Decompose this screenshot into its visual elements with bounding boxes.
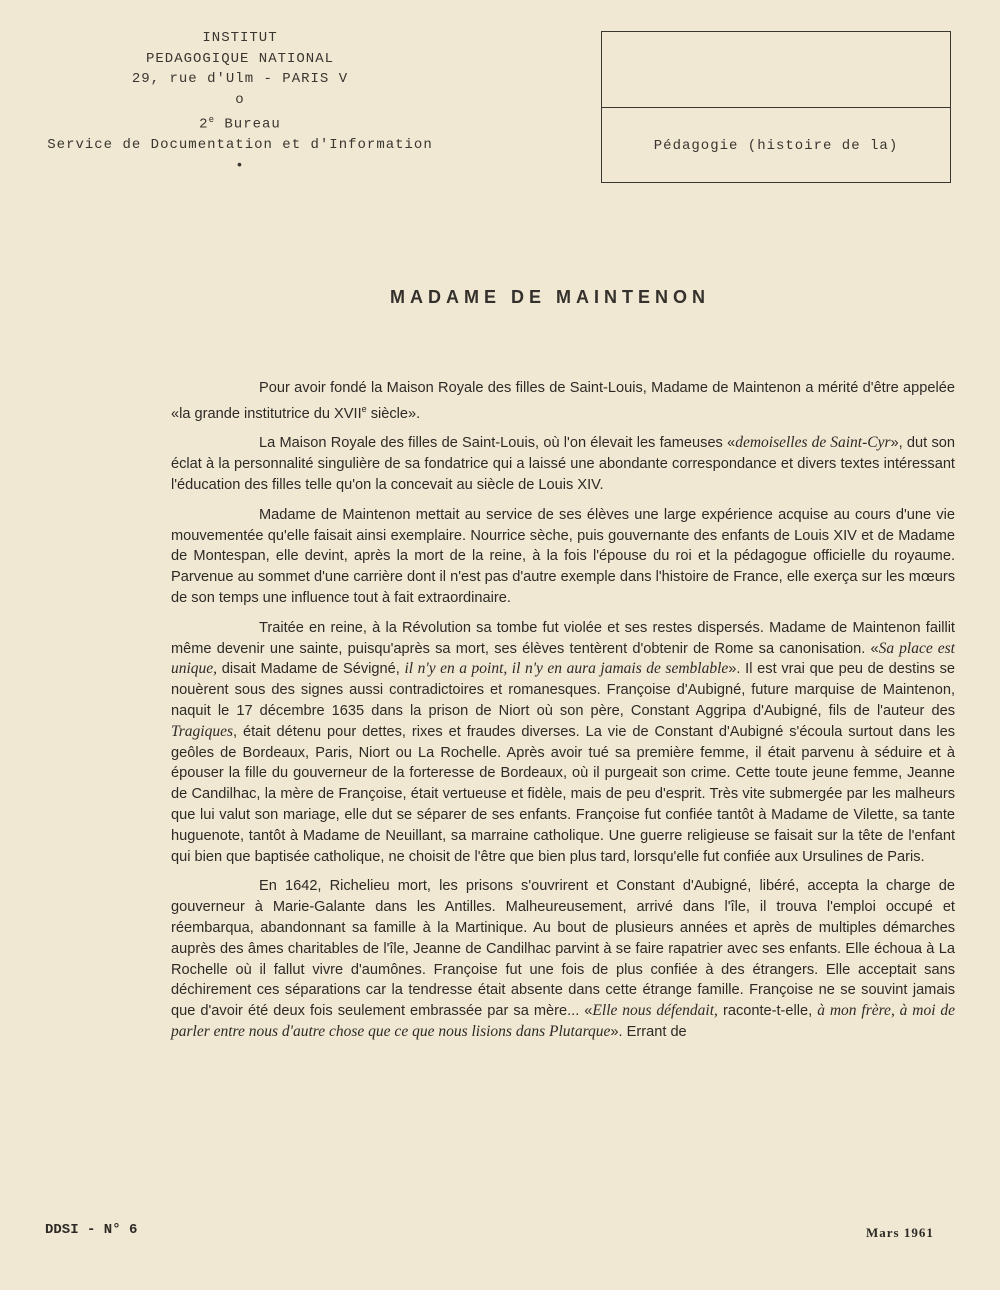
- classification-box: [601, 31, 951, 183]
- service-line: Service de Documentation et d'Information: [47, 137, 433, 154]
- paragraph-2: La Maison Royale des filles de Saint-Louis, où l'on élevait les fameuses «demoiselles de Saint-Cyr», dut son éclat à la personnalité singulière de sa fondatrice qui a laissé une abondante correspondance et divers textes intéressant l'éducation des filles telle qu'on la concevait au siècle de Louis XIV.: [171, 434, 955, 494]
- paragraph-4: Traitée en reine, à la Révolution sa tombe fut violée et ses restes dispersés. Madame de Maintenon faillit même devenir une sainte, puisqu'après sa mort, ses élèves tentèrent d'obtenir de Rome sa canonisation. «Sa place est unique, disait Madame de Sévigné, il n'y en a point, il n'y en aura jamais de semblable». Il est vrai que peu de destins se nouèrent sous des signes aussi contradictoires et romanesques. Françoise d'Aubigné, future marquise de Maintenon, naquit le 17 décembre 1635 dans la prison de Niort où son père, Constant Aggripa d'Aubigné, fils de l'auteur des Tragiques, était détenu pour dettes, rixes et fraudes diverses. La vie de Constant d'Aubigné s'écoula surtout dans les geôles de Bordeaux, Paris, Niort ou La Rochelle. Après avoir tué sa première femme, il était parvenu à séduire et à épouser la fille du gouverneur de la forteresse de Bordeaux, où il purgeait son crime. Cette toute jeune femme, Jeanne de Candilhac, la mère de Françoise, était vertueuse et fidèle, mais de peu d'esprit. Très vite submergée par les malheurs que lui valut son mariage, elle dut se séparer de ses enfants. Françoise fut confiée tantôt à Madame de Vilette, sa tante huguenote, tantôt à Madame de Neuillant, sa marraine catholique. Une guerre religieuse se faisait sur la tête de l'enfant qui bien que baptisée catholique, ne choisit de l'être que bien plus tard, lorsqu'elle fut confiée aux Ursulines de Paris.: [171, 619, 955, 865]
- separator-circle: o: [235, 91, 245, 108]
- bureau-line: 2e Bureau: [199, 115, 281, 133]
- page-title: MADAME DE MAINTENON: [390, 287, 710, 307]
- paragraph-5: En 1642, Richelieu mort, les prisons s'ouvrirent et Constant d'Aubigné, libéré, accepta la charge de gouverneur à Marie-Galante dans les Antilles. Malheureusement, arrivé dans l'île, il trouva l'emploi occupé et réembarqua, abandonnant sa famille à la Martinique. Au bout de plusieurs années et après de multiples démarches auprès des âmes charitables de l'île, Jeanne de Candilhac parvint à se faire rapatrier avec ses enfants. Elle échoua à La Rochelle où il fallut vivre d'aumônes. Françoise fut une fois de plus confiée à des étrangers. Elle acceptait sans déchirement ces séparations car la tendresse était absente dans cette étrange famille. Françoise ne se souvint jamais que d'avoir été deux fois seulement embrassée par sa mère... «Elle nous défendait, raconte-t-elle, à mon frère, à moi de parler entre nous d'autre chose que ce que nous lisions dans Plutarque». Errant de: [171, 878, 956, 1040]
- article-body: [171, 378, 955, 1052]
- box-divider: [602, 107, 950, 108]
- footer-reference: DDSI - N° 6: [45, 1222, 138, 1238]
- issuer-header: [40, 28, 440, 176]
- institute-line2: PEDAGOGIQUE NATIONAL: [145, 50, 335, 67]
- subject-label: Pédagogie (histoire de la): [653, 138, 899, 154]
- separator-bullet: •: [235, 157, 245, 174]
- institute-address: 29, rue d'Ulm - PARIS V: [131, 71, 349, 87]
- institute-line1: INSTITUT: [202, 30, 278, 46]
- paragraph-3: Madame de Maintenon mettait au service de ses élèves une large expérience acquise au cours d'une vie mouvementée qu'elle faisait ainsi exemplaire. Nourrice sèche, puis gouvernante des enfants de Louis XIV et de Madame de Montespan, elle devint, après la mort de la reine, à la fois l'épouse du roi et la pédagogue officielle du royaume. Parvenue au sommet d'une carrière dont il n'est pas d'autre exemple dans l'histoire de France, elle exerça sur les mœurs de son temps une influence tout à fait extraordinaire.: [171, 506, 955, 607]
- footer-date: Mars 1961: [866, 1225, 934, 1240]
- paragraph-1: Pour avoir fondé la Maison Royale des filles de Saint-Louis, Madame de Maintenon a mérité d'être appelée «la grande institutrice du XVIIe siècle».: [171, 380, 955, 422]
